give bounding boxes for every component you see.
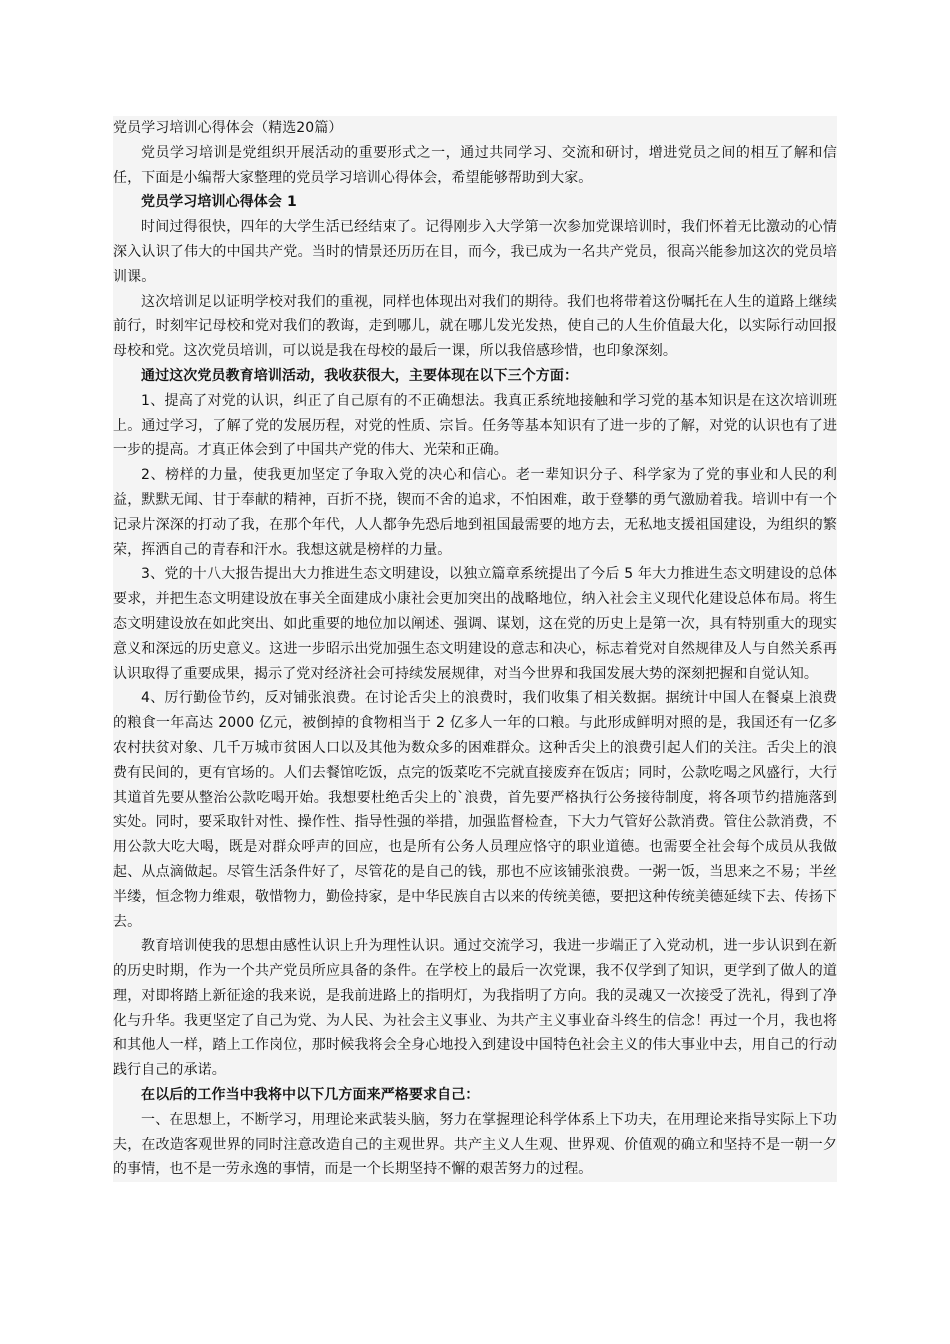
body-paragraph: 教育培训使我的思想由感性认识上升为理性认识。通过交流学习，我进一步端正了入党动机，进一步认识到在新的历史时期，作为一个共产党员所应具备的条件。在学校上的最后一次党课，我不仅学到了知识，更学到了做人的道理，对即将踏上新征途的我来说，是我前进路上的指明灯，为我指明了方向。我的灵魂又一次接受了洗礼，得到了净化与升华。我更坚定了自己为党、为人民、为社会主义事业、为共产主义事业奋斗终生的信念！再过一个月，我也将和其他人一样，踏上工作岗位，那时候我将会全身心地投入到建设中国特色社会主义的伟大事业中去，用自己的行动践行自己的承诺。	[113, 938, 837, 1079]
list-paragraph: 一、在思想上，不断学习，用理论来武装头脑，努力在掌握理论科学体系上下功夫，在用理论来指导实际上下功夫，在改造客观世界的同时注意改造自己的主观世界。共产主义人生观、世界观、价值观的确立和坚持不是一朝一夕的事情，也不是一劳永逸的事情，而是一个长期坚持不懈的艰苦努力的过程。	[113, 1111, 837, 1178]
bold-heading: 通过这次党员教育培训活动，我收获很大，主要体现在以下三个方面：	[141, 367, 579, 384]
body-paragraph: 这次培训足以证明学校对我们的重视，同样也体现出对我们的期待。我们也将带着这份嘱托在人生的道路上继续前行，时刻牢记母校和党对我们的教诲，走到哪儿，就在哪儿发光发热，使自己的人生价值最大化，以实际行动回报母校和党。这次党员培训，可以说是我在母校的最后一课，所以我倍感珍惜，也印象深刻。	[113, 293, 837, 360]
list-paragraph: 4、厉行勤俭节约，反对铺张浪费。在讨论舌尖上的浪费时，我们收集了相关数据。据统计中国人在餐桌上浪费的粮食一年高达 2000 亿元，被倒掉的食物相当于 2 亿多人一年的口粮。与此形成鲜明对照的是，我国还有一亿多农村扶贫对象、几千万城市贫困人口以及其他为数众多的困难群众。这种舌尖上的浪费引起人们的关注。舌尖上的浪费有民间的，更有官场的。人们去餐馆吃饭，点完的饭菜吃不完就直接废弃在饭店；同时，公款吃喝之风盛行，大行其道首先要从整治公款吃喝开始。我想要杜绝舌尖上的`浪费，首先要严格执行公务接待制度，将各项节约措施落到实处。同时，要采取针对性、操作性、指导性强的举措，加强监督检查，下大力气管好公款消费。管住公款消费，不用公款大吃大喝，既是对群众呼声的回应，也是所有公务人员理应恪守的职业道德。也需要全社会每个成员从我做起、从点滴做起。尽管生活条件好了，尽管花的是自己的钱，那也不应该铺张浪费。一粥一饭，当思来之不易；半丝半缕，恒念物力维艰，敬惜物力，勤俭持家，是中华民族自古以来的传统美德，要把这种传统美德延续下去、传扬下去。	[113, 690, 837, 930]
list-paragraph: 3、党的十八大报告提出大力推进生态文明建设，以独立篇章系统提出了今后 5 年大力推进生态文明建设的总体要求，并把生态文明建设放在事关全面建成小康社会更加突出的战略地位，纳入社会主义现代化建设总体布局。将生态文明建设放在如此突出、如此重要的地位加以阐述、强调、谋划，这在党的历史上是第一次，具有特别重大的现实意义和深远的历史意义。这进一步昭示出党加强生态文明建设的意志和决心，标志着党对自然规律及人与自然关系再认识取得了重要成果，揭示了党对经济社会可持续发展规律，对当今世界和我国发展大势的深刻把握和自觉认知。	[113, 566, 837, 682]
document-title: 党员学习培训心得体会（精选20篇）	[113, 120, 343, 136]
body-paragraph: 时间过得很快，四年的大学生活已经结束了。记得刚步入大学第一次参加党课培训时，我们怀着无比激动的心情深入认识了伟大的中国共产党。当时的情景还历历在目，而今，我已成为一名共产党员，很高兴能参加这次的党员培训课。	[113, 219, 837, 285]
intro-paragraph: 党员学习培训是党组织开展活动的重要形式之一，通过共同学习、交流和研讨，增进党员之间的相互了解和信任，下面是小编帮大家整理的党员学习培训心得体会，希望能够帮助到大家。	[113, 144, 837, 186]
section-heading: 党员学习培训心得体会 1	[141, 194, 297, 211]
list-paragraph: 2、榜样的力量，使我更加坚定了争取入党的决心和信心。老一辈知识分子、科学家为了党的事业和人民的利益，默默无闻、甘于奉献的精神，百折不挠，锲而不舍的追求，不怕困难，敢于登攀的勇气激励着我。培训中有一个记录片深深的打动了我，在那个年代，人人都争先恐后地到祖国最需要的地方去，无私地支援祖国建设，为组织的繁荣，挥洒自己的青春和汗水。我想这就是榜样的力量。	[113, 467, 837, 558]
bold-heading: 在以后的工作当中我将中以下几方面来严格要求自己：	[141, 1087, 480, 1104]
list-paragraph: 1、提高了对党的认识，纠正了自己原有的不正确想法。我真正系统地接触和学习党的基本知识是在这次培训班上。通过学习，了解了党的发展历程，对党的性质、宗旨。任务等基本知识有了进一步的了解，对党的认识也有了进一步的提高。才真正体会到了中国共产党的伟大、光荣和正确。	[113, 392, 837, 459]
document-body	[113, 116, 837, 1182]
